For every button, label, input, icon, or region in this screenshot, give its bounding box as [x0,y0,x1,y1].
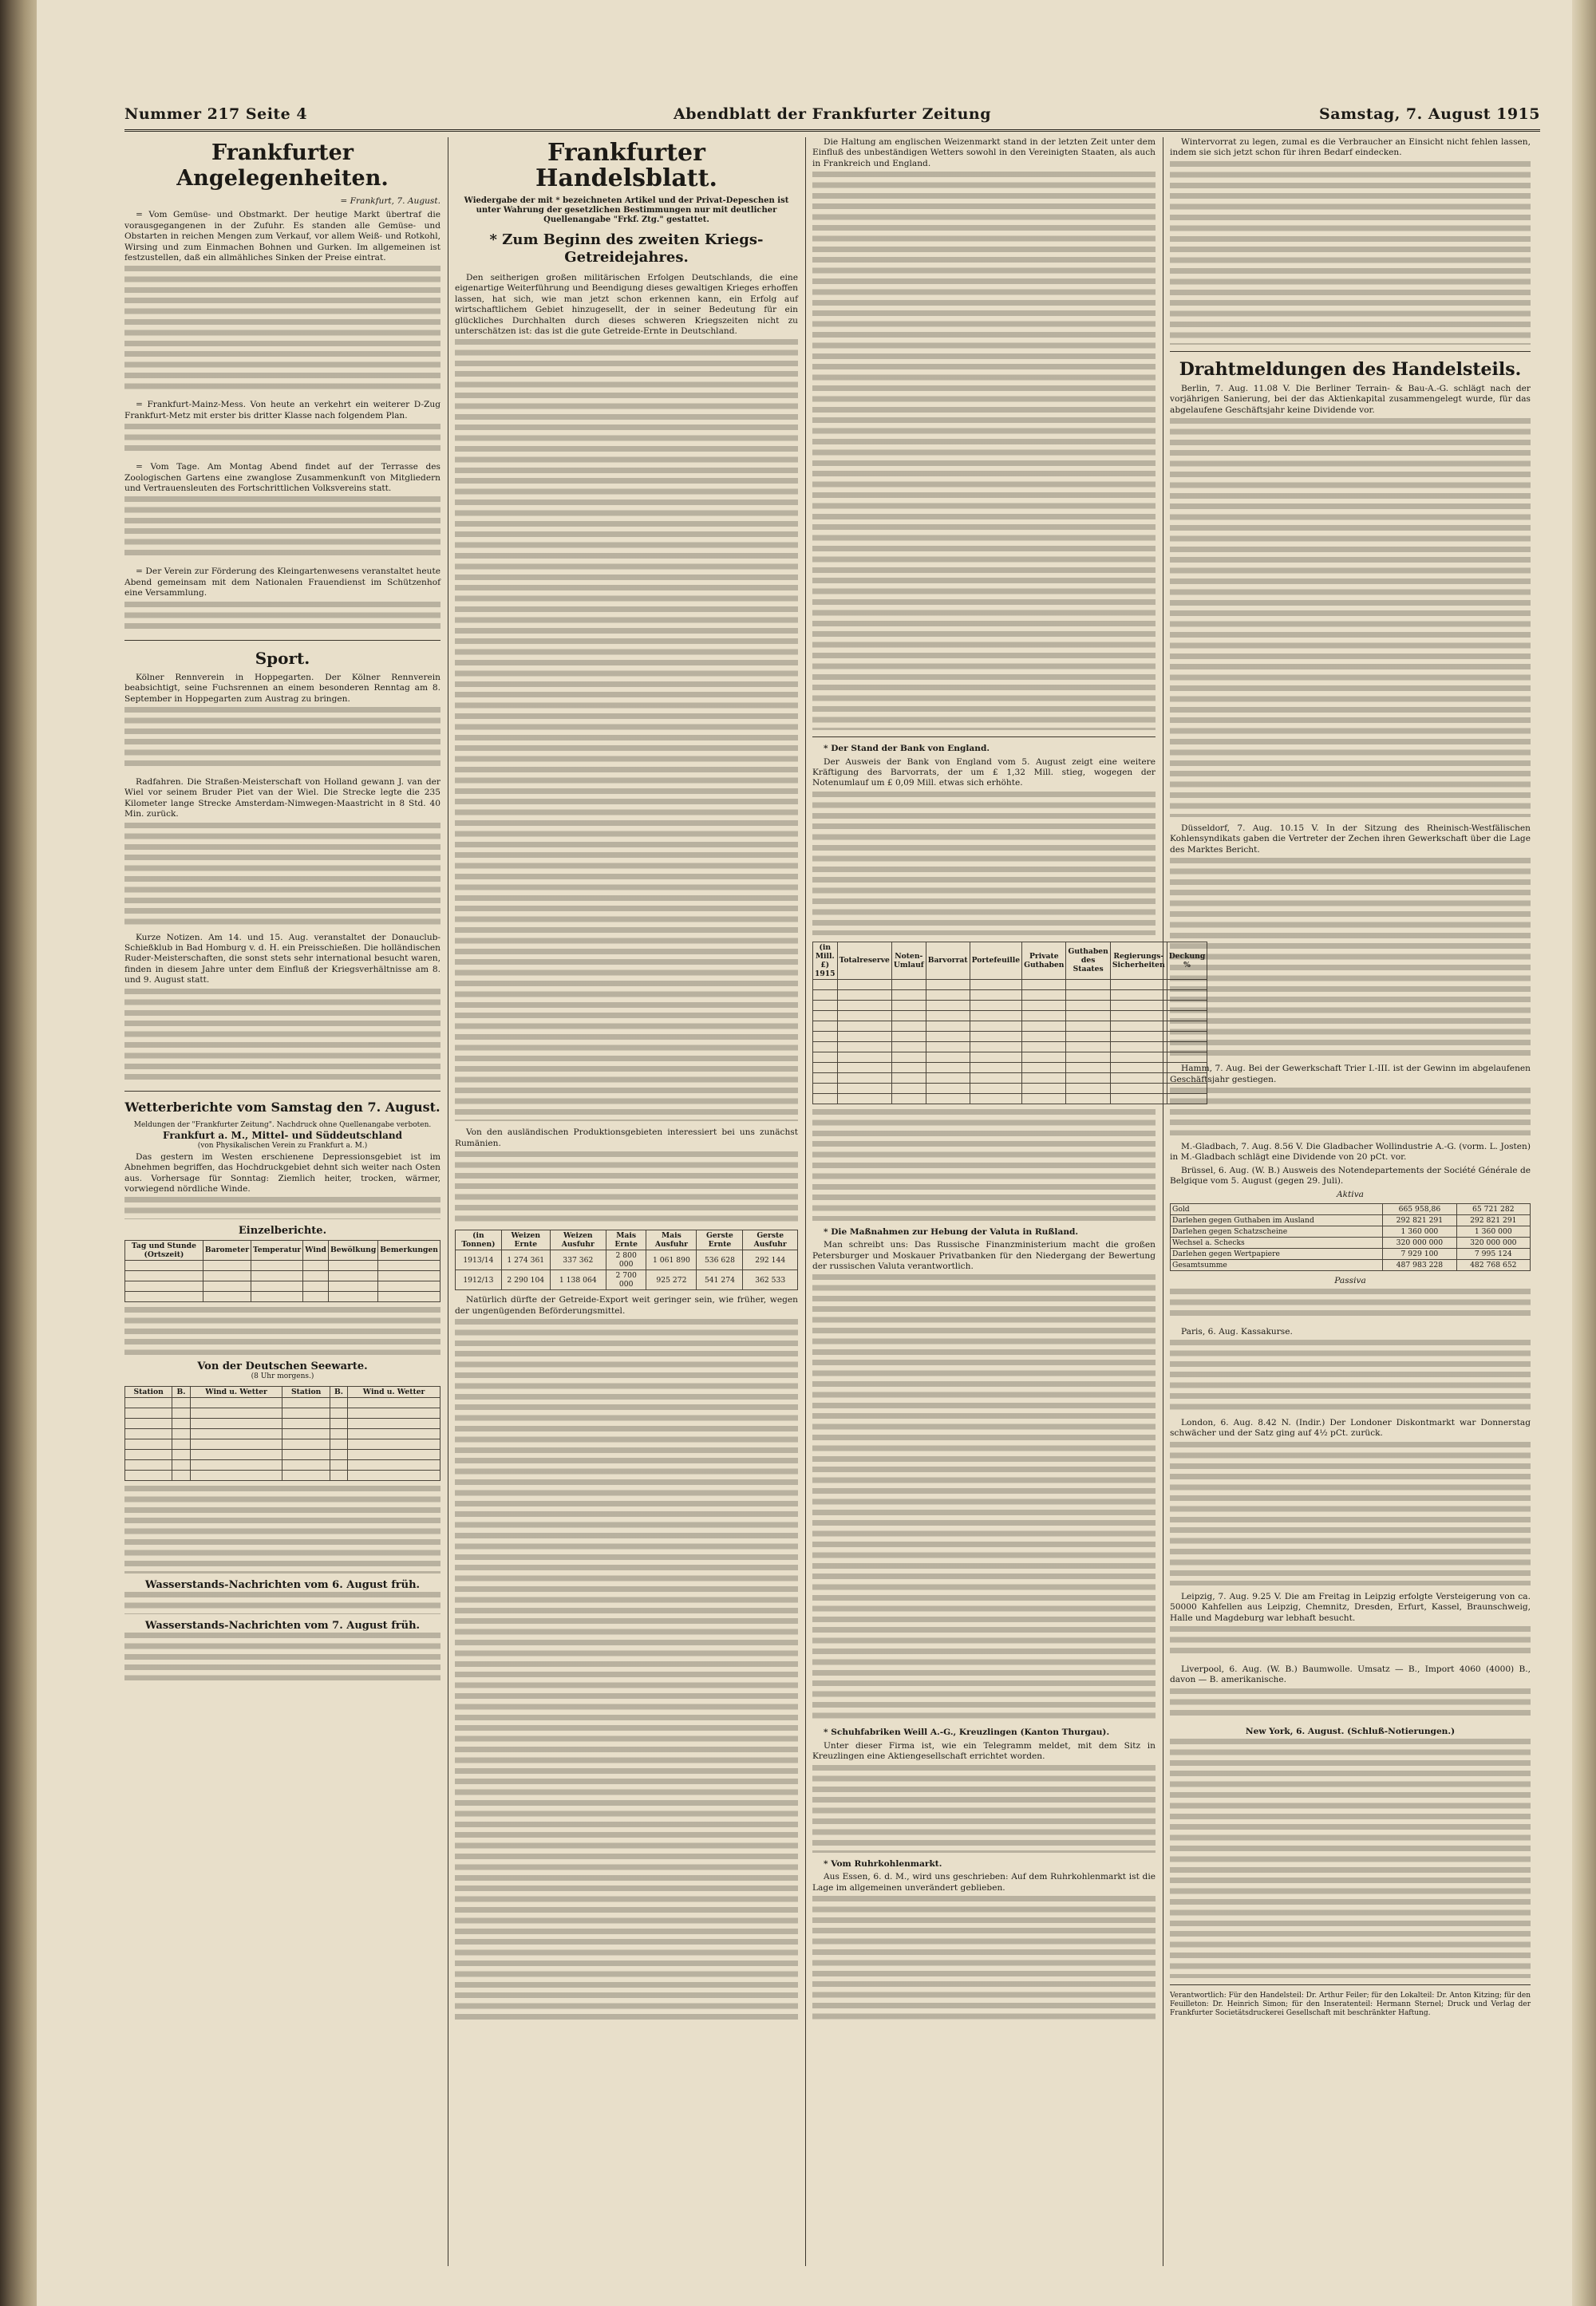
body-text [1170,418,1531,817]
table-cell: 1 360 000 [1456,1226,1530,1238]
body-text [812,172,1156,730]
body-text [455,339,798,1121]
table-cell: Gesamtsumme [1171,1260,1383,1271]
table-cell: Gold [1171,1204,1383,1215]
table-header: Bemerkungen [378,1240,440,1260]
einzel-title: Einzelberichte. [238,1225,327,1238]
article-paragraph: Das gestern im Westen erschienene Depressionsgebiet ist im Abnehmen begriffen, das Hochdruckgebiet dehnt sich weiter nach Osten aus. Vorhersage für Sonntag: Ziemlich heiter, trocken, wärmer, vorwiegend nördliche Winde. [124,1151,440,1194]
article-paragraph: Die Haltung am englischen Weizenmarkt stand in der letzten Zeit unter dem Einfluß des unbeständigen Wetters sowohl in den Vereinigten Staaten, als auch in Frankreich und England. [812,137,1156,168]
article-paragraph: Den seitherigen großen militärischen Erfolgen Deutschlands, die eine eigenartige Weiterführung und Beendigung dieses gewaltigen Krieges erhoffen lassen, hat sich, wie man jetzt schon erkennen kann, ein Erfolg auf wirtschaftlichem Gebiet hinzugesellt, der in seiner Bedeutung für ein glückliches Durchhalten durch dieses schweren Kriegszeiten nicht zu unterschätzen ist: das ist die gute Getreide-Ernte in Deutschland. [455,273,798,337]
body-text [812,1765,1156,1853]
bank-of-england-table [812,942,1207,1104]
body-text [455,1151,798,1223]
table-row [1171,1238,1531,1249]
table-cell: 536 628 [697,1250,743,1270]
body-text [1170,1289,1531,1321]
article-paragraph: Von den ausländischen Produktionsgebieten interessiert bei uns zunächst Rumänien. [455,1127,798,1148]
table-header: Wind u. Wetter [348,1386,440,1397]
body-text [455,1319,798,2021]
table-header: Noten-Umlauf [891,942,926,979]
table-cell: 541 274 [697,1270,743,1290]
table-header: Gerste Ausfuhr [743,1230,798,1250]
table-row [456,1250,798,1270]
body-text [124,1592,440,1614]
table-row [1171,1226,1531,1238]
table-header: Weizen Ernte [501,1230,550,1250]
table-cell: 292 821 291 [1383,1215,1456,1226]
table-cell: 2 800 000 [606,1250,646,1270]
table-row [456,1270,798,1290]
table-header: Portefeuille [970,942,1022,979]
seewarte-title: Von der Deutschen Seewarte. [197,1360,368,1372]
body-text [124,989,440,1084]
article-paragraph: M.-Gladbach, 7. Aug. 8.56 V. Die Gladbacher Wollindustrie A.-G. (vorm. L. Josten) in M.-Gladbach schlägt eine Dividende von 20 pCt. vor. [1170,1142,1531,1163]
table-header: Mais Ernte [606,1230,646,1250]
article-paragraph: Paris, 6. Aug. Kassakurse. [1181,1326,1293,1337]
article-paragraph: Kurze Notizen. Am 14. und 15. Aug. veranstaltet der Donauclub-Schießklub in Bad Homburg v. d. H. ein Preisschießen. Die holländischen Ruder-Meisterschaften, die sonst stets sehr international besucht waren, finden in diesem Jahre unter dem Einfluß der Kriegsverhältnisse am 8. und 9. August statt. [124,932,440,985]
table-header: Regierungs-Sicherheiten [1110,942,1167,979]
body-text [124,707,440,771]
article-paragraph: Leipzig, 7. Aug. 9.25 V. Die am Freitag in Leipzig erfolgte Versteigerung von ca. 50000 Kahfellen aus Leipzig, Chemnitz, Dresden, Erfurt, Kassel, Braunschweig, Halle und Magdeburg war lebhaft besucht. [1170,1591,1531,1623]
dateline: = Frankfurt, 7. August. [340,196,440,206]
newspaper-page [37,0,1572,2306]
wasser-title: Wasserstands-Nachrichten vom 6. August früh. [144,1578,421,1591]
table-cell: Darlehen gegen Schatzscheine [1171,1226,1383,1238]
table-row [1171,1204,1531,1215]
table-row [1171,1215,1531,1226]
table-cell: 2 290 104 [501,1270,550,1290]
body-text [124,266,440,393]
article-paragraph: Berlin, 7. Aug. 11.08 V. Die Berliner Terrain- & Bau-A.-G. schlägt nach der vorjährigen Sanierung, bei der das Aktienkapital zusammengelegt wurde, für das abgelaufene Geschäftsjahr keine Dividende vor. [1170,383,1531,415]
table-cell: 320 000 000 [1383,1238,1456,1249]
table-header: Weizen Ausfuhr [550,1230,606,1250]
seewarte-subtitle: (8 Uhr morgens.) [251,1372,314,1381]
table-header: B. [172,1386,190,1397]
table-cell: Wechsel a. Schecks [1171,1238,1383,1249]
article-paragraph: Liverpool, 6. Aug. (W. B.) Baumwolle. Umsatz — B., Import 4060 (4000) B., davon — B. amerikanische. [1170,1664,1531,1685]
article-headline: * Der Stand der Bank von England. [824,744,990,754]
section-title-local: Frankfurter Angelegenheiten. [176,140,389,191]
table-header: Mais Ausfuhr [646,1230,697,1250]
article-paragraph: Der Ausweis der Bank von England vom 5. August zeigt eine weitere Kräftigung des Barvorrats, der um £ 1,32 Mill. stieg, wogegen der Notenumlauf um £ 0,09 Mill. etwas sich erhöhte. [812,756,1156,788]
article-paragraph: Radfahren. Die Straßen-Meisterschaft von Holland gewann J. van der Wiel vor seinem Bruder Piet van der Wiel. Die Strecke legte die 235 Kilometer lange Strecke Amsterdam-Nimwegen-Maastricht in 8 Std. 40 Min. zurück. [124,776,440,819]
table-header: Bewölkung [329,1240,378,1260]
body-text [1170,1626,1531,1658]
article-headline: * Schuhfabriken Weill A.-G., Kreuzlingen (Kanton Thurgau). [824,1728,1110,1738]
table-header: Tag und Stunde (Ortszeit) [125,1240,203,1260]
divider [124,1091,440,1092]
section-title-sport: Sport. [255,648,310,668]
table-cell: 482 768 652 [1456,1260,1530,1271]
imprint-footer: Verantwortlich: Für den Handelsteil: Dr. Arthur Feiler; für den Lokalteil: Dr. Anton Kitzing; für den Feuilleton: Dr. Heinrich Simon; für den Inseratenteil: Hermann Sternel; Druck und Verlag der Frankfurter Societätsdruckerei Gesellschaft mit beschränkter Haftung. [1170,1992,1531,2018]
table-cell: 925 272 [646,1270,697,1290]
weather-region: Frankfurt a. M., Mittel- und Süddeutschland [163,1129,402,1141]
table-cell: 320 000 000 [1456,1238,1530,1249]
table-cell: 65 721 282 [1456,1204,1530,1215]
article-headline: * Vom Ruhrkohlenmarkt. [824,1858,942,1869]
article-paragraph: London, 6. Aug. 8.42 N. (Indir.) Der Londoner Diskontmarkt war Donnerstag schwächer und der Satz ging auf 4½ pCt. zurück. [1170,1417,1531,1439]
body-text [1170,161,1531,345]
masthead-issue: Nummer 217 Seite 4 [124,105,308,123]
table-cell: 7 995 124 [1456,1249,1530,1260]
body-text [1170,858,1531,1057]
column-rule [805,137,806,2266]
section-title-commerce: Frankfurter Handelsblatt. [535,139,717,192]
article-paragraph: = Vom Gemüse- und Obstmarkt. Der heutige Markt übertraf die vorausgegangenen in der Zufuhr. Es standen alle Gemüse- und Obstarten in reichen Mengen zum Verkauf, vor allem Weiß- und Rotkohl, Wirsing und zum Einmachen Bohnen und Gurken. Im allgemeinen ist festzustellen, daß ein allmähliches Sinken der Preise eintrat. [124,210,440,263]
article-paragraph: Natürlich dürfte der Getreide-Export weit geringer sein, wie früher, wegen der ungenügenden Beförderungsmittel. [455,1295,798,1316]
body-text [1170,1688,1531,1720]
article-paragraph: Hamm, 7. Aug. Bei der Gewerkschaft Trier I.-III. ist der Gewinn im abgelaufenen Geschäftsjahr gestiegen. [1170,1064,1531,1084]
bilanz-table [1170,1203,1531,1271]
article-paragraph: Wintervorrat zu legen, zumal es die Verbraucher an Einsicht nicht fehlen lassen, indem sie sich jetzt schon für ihren Bedarf eindecken. [1170,137,1531,158]
article-paragraph: Kölner Rennverein in Hoppegarten. Der Kölner Rennverein beabsichtigt, seine Fuchsrennen an einem besonderen Renntag am 8. September in Hoppegarten zum Austrag zu bringen. [124,672,440,704]
body-text [1170,1340,1531,1412]
table-header: B. [330,1386,347,1397]
weather-source: (von Physikalischen Verein zu Frankfurt a. M.) [197,1142,368,1151]
article-paragraph: = Der Verein zur Förderung des Kleingartenwesens veranstaltet heute Abend gemeinsam mit dem Nationalen Frauendienst im Schützenhof eine Versammlung. [124,567,440,598]
body-text [124,1486,440,1574]
body-text [812,1896,1156,2024]
table-header: Station [125,1386,172,1397]
divider [812,736,1156,737]
table-header: Barometer [203,1240,251,1260]
table-header: (in Mill. £) 1915 [813,942,838,979]
table-header: (in Tonnen) [456,1230,502,1250]
table-header: Gerste Ernte [697,1230,743,1250]
article-paragraph: = Vom Tage. Am Montag Abend findet auf der Terrasse des Zoologischen Gartens eine zwanglose Zusammenkunft von Mitgliedern und Vertrauensleuten des Fortschrittlichen Volksvereins statt. [124,462,440,494]
divider [1170,351,1531,352]
masthead-date: Samstag, 7. August 1915 [1318,105,1540,123]
table-cell: Darlehen gegen Guthaben im Ausland [1171,1215,1383,1226]
table-cell: 2 700 000 [606,1270,646,1290]
table-cell: 7 929 100 [1383,1249,1456,1260]
reprint-notice: Wiedergabe der mit * bezeichneten Artikel und der Privat-Depeschen ist unter Wahrung der gesetzlichen Bestimmungen nur mit deutlicher Quellenangabe "Frkf. Ztg." gestattet. [464,196,789,224]
column-1 [124,137,440,2266]
masthead-title: Abendblatt der Frankfurter Zeitung [673,105,991,123]
article-paragraph: Aus Essen, 6. d. M., wird uns geschrieben: Auf dem Ruhrkohlenmarkt ist die Lage im allgemeinen unverändert geblieben. [812,1872,1156,1893]
table-cell: 1 360 000 [1383,1226,1456,1238]
column-4 [1170,137,1531,2266]
table-cell: 1913/14 [456,1250,502,1270]
body-text [124,1307,440,1355]
divider [1170,1984,1531,1985]
table-header: Deckung % [1167,942,1207,979]
body-text [1170,1739,1531,1978]
article-paragraph: Düsseldorf, 7. Aug. 10.15 V. In der Sitzung des Rheinisch-Westfälischen Kohlensyndikats gaben die Vertreter der Zechen ihren Gewerkschaft über die Lage des Marktes Bericht. [1170,823,1531,855]
body-text [124,1197,440,1219]
body-text [124,1633,440,1680]
page-edge [1572,0,1596,2306]
body-text [812,1109,1156,1221]
body-text [812,792,1156,935]
table-header: Wind u. Wetter [190,1386,282,1397]
wasser-title-2: Wasserstands-Nachrichten vom 7. August früh. [144,1620,421,1633]
body-text [124,602,440,634]
table-header: Totalreserve [837,942,891,979]
article-paragraph: Unter dieser Firma ist, wie ein Telegramm meldet, mit dem Sitz in Kreuzlingen eine Aktiengesellschaft errichtet worden. [812,1740,1156,1762]
body-text [1170,1442,1531,1585]
table-cell: 292 144 [743,1250,798,1270]
table-header: Wind [303,1240,329,1260]
table-header: Temperatur [251,1240,303,1260]
table-cell: 1 274 361 [501,1250,550,1270]
table-cell: 1 061 890 [646,1250,697,1270]
table-cell: 1 138 064 [550,1270,606,1290]
table-header: Barvorrat [926,942,970,979]
table-header: Station [282,1386,330,1397]
table-cell: 665 958,86 [1383,1204,1456,1215]
binding-spine [0,0,37,2306]
romania-grain-table [455,1230,798,1290]
body-text [124,424,440,456]
table-row [1171,1260,1531,1271]
article-paragraph: Brüssel, 6. Aug. (W. B.) Ausweis des Notendepartements der Société Générale de Belgique vom 5. August (gegen 29. Juli). [1170,1165,1531,1187]
article-headline: * Die Maßnahmen zur Hebung der Valuta in Rußland. [824,1226,1079,1237]
table-header: Guthaben des Staates [1066,942,1110,979]
article-headline: * Zum Beginn des zweiten Kriegs-Getreidejahres. [489,231,764,266]
body-text [812,1274,1156,1721]
table-cell: 337 362 [550,1250,606,1270]
table-header: Private Guthaben [1022,942,1066,979]
table-cell: 487 983 228 [1383,1260,1456,1271]
seewarte-table [124,1386,440,1481]
weather-title: Wetterberichte vom Samstag den 7. August. [124,1099,440,1115]
body-text [124,823,440,926]
column-2 [455,137,798,2266]
article-paragraph: = Frankfurt-Mainz-Mess. Von heute an verkehrt ein weiterer D-Zug Frankfurt-Metz mit erster bis dritter Klasse nach folgendem Plan. [124,400,440,421]
passiva-label: Passiva [1334,1276,1366,1286]
table-cell: 292 821 291 [1456,1215,1530,1226]
body-text [124,496,440,560]
article-paragraph: Man schreibt uns: Das Russische Finanzministerium macht die großen Petersburger und Moskauer Privatbanken für den Niedergang der Bewertung der russischen Valuta verantwortlich. [812,1240,1156,1272]
table-cell: 1912/13 [456,1270,502,1290]
body-text [1170,1088,1531,1135]
section-title-wire: Drahtmeldungen des Handelsteils. [1179,358,1522,380]
table-row [1171,1249,1531,1260]
masthead [124,102,1540,132]
ny-title: New York, 6. August. (Schluß-Notierungen.) [1245,1726,1456,1736]
weather-subtitle: Meldungen der "Frankfurter Zeitung". Nachdruck ohne Quellenangabe verboten. [133,1120,432,1129]
einzel-table [124,1240,440,1302]
divider [124,640,440,641]
aktiva-label: Aktiva [1336,1189,1365,1199]
table-cell: Darlehen gegen Wertpapiere [1171,1249,1383,1260]
table-cell: 362 533 [743,1270,798,1290]
